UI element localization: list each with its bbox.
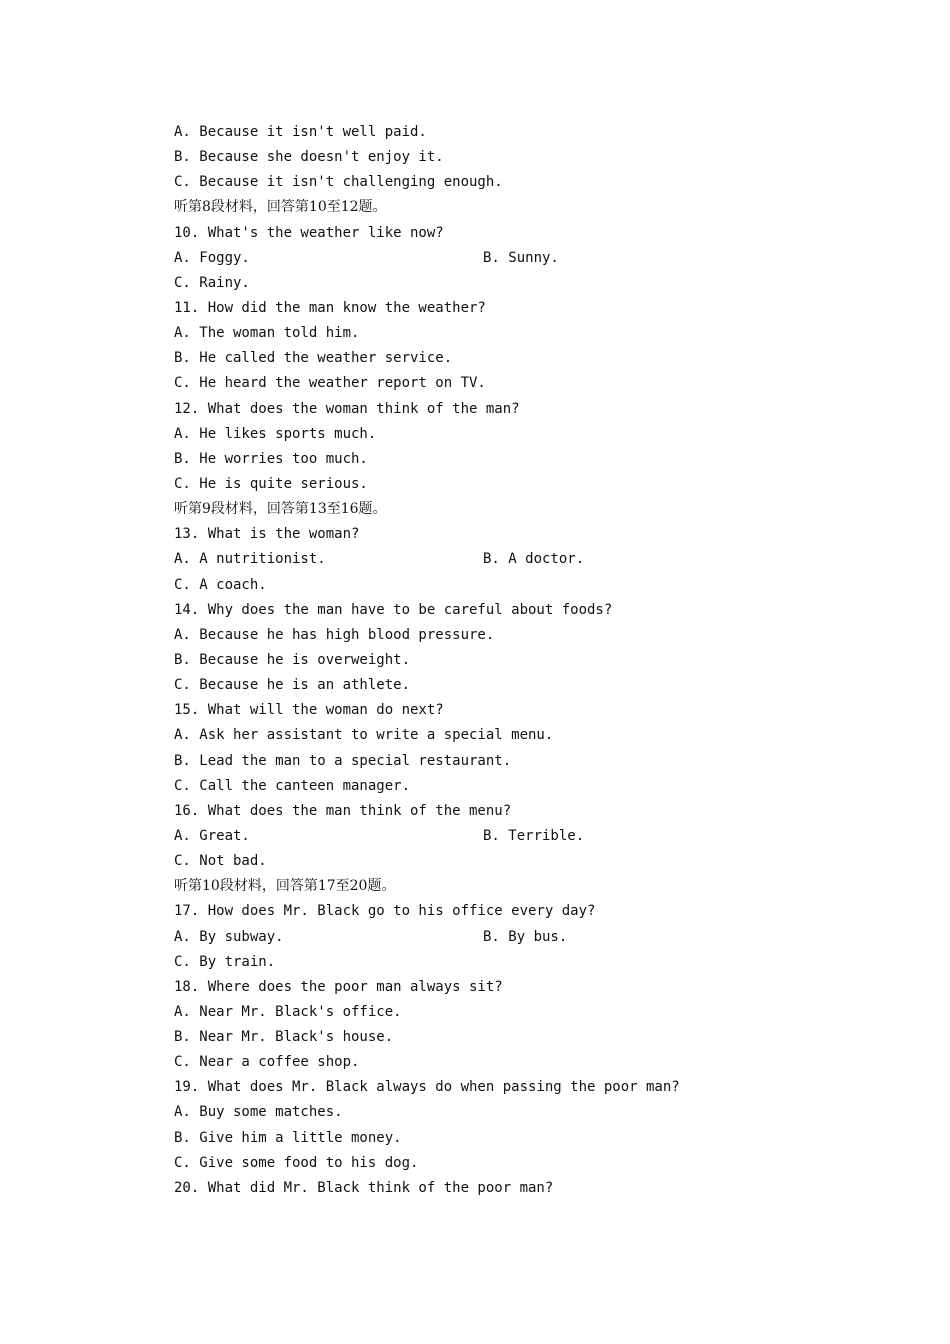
question-text: 18. Where does the poor man always sit? <box>174 978 503 995</box>
answer-option: A. The woman told him. <box>174 325 360 342</box>
answer-option: C. Because it isn't challenging enough. <box>174 174 503 191</box>
answer-option: C. Near a coffee shop. <box>174 1054 360 1071</box>
answer-option: C. He is quite serious. <box>174 475 368 492</box>
answer-option: A. He likes sports much. <box>174 425 377 442</box>
answer-option: B. A doctor. <box>483 551 585 568</box>
question-text: 10. What's the weather like now? <box>174 224 444 241</box>
question-text: 20. What did Mr. Black think of the poor man? <box>174 1179 554 1196</box>
question-text: 13. What is the woman? <box>174 526 360 543</box>
question-text: 11. How did the man know the weather? <box>174 299 486 316</box>
question-list <box>174 120 874 1201</box>
question-text: 14. Why does the man have to be careful about foods? <box>174 601 613 618</box>
answer-option-row <box>174 246 874 271</box>
answer-option: B. Sunny. <box>483 249 559 266</box>
answer-option: A. Because it isn't well paid. <box>174 124 427 140</box>
answer-option: B. Because he is overweight. <box>174 651 411 668</box>
section-heading: 听第9段材料，回答第13至16题。 <box>174 501 387 518</box>
answer-option: C. He heard the weather report on TV. <box>174 375 486 392</box>
answer-option: A. Near Mr. Black's office. <box>174 1003 402 1020</box>
answer-option: A. Buy some matches. <box>174 1104 343 1121</box>
document-page <box>174 120 874 1201</box>
answer-option: C. Not bad. <box>174 853 267 870</box>
answer-option: A. Foggy. <box>174 249 250 266</box>
answer-option: A. Because he has high blood pressure. <box>174 626 495 643</box>
answer-option: C. A coach. <box>174 576 267 593</box>
answer-option-row <box>174 824 874 849</box>
answer-option: B. By bus. <box>483 928 568 945</box>
section-heading: 听第8段材料，回答第10至12题。 <box>174 199 387 216</box>
answer-option: C. Call the canteen manager. <box>174 777 411 794</box>
answer-option: C. Rainy. <box>174 274 250 291</box>
question-text: 19. What does Mr. Black always do when passing the poor man? <box>174 1079 680 1096</box>
answer-option: A. Great. <box>174 827 250 844</box>
question-text: 12. What does the woman think of the man? <box>174 400 520 417</box>
answer-option: B. He called the weather service. <box>174 350 453 367</box>
answer-option: B. Because she doesn't enjoy it. <box>174 149 444 166</box>
answer-option-row <box>174 547 874 572</box>
answer-option: B. Lead the man to a special restaurant. <box>174 752 512 769</box>
answer-option: C. Because he is an athlete. <box>174 677 411 694</box>
answer-option: C. By train. <box>174 953 276 970</box>
question-text: 17. How does Mr. Black go to his office every day? <box>174 903 596 920</box>
answer-option: B. Terrible. <box>483 827 585 844</box>
answer-option: B. He worries too much. <box>174 450 368 467</box>
answer-option-row <box>174 925 874 950</box>
question-text: 15. What will the woman do next? <box>174 702 444 719</box>
question-text: 16. What does the man think of the menu? <box>174 802 512 819</box>
answer-option: A. By subway. <box>174 928 284 945</box>
answer-option: B. Give him a little money. <box>174 1129 402 1146</box>
answer-option: A. Ask her assistant to write a special menu. <box>174 727 554 744</box>
answer-option: B. Near Mr. Black's house. <box>174 1029 394 1046</box>
section-heading: 听第10段材料，回答第17至20题。 <box>174 878 396 895</box>
answer-option: A. A nutritionist. <box>174 551 326 568</box>
answer-option: C. Give some food to his dog. <box>174 1154 419 1171</box>
